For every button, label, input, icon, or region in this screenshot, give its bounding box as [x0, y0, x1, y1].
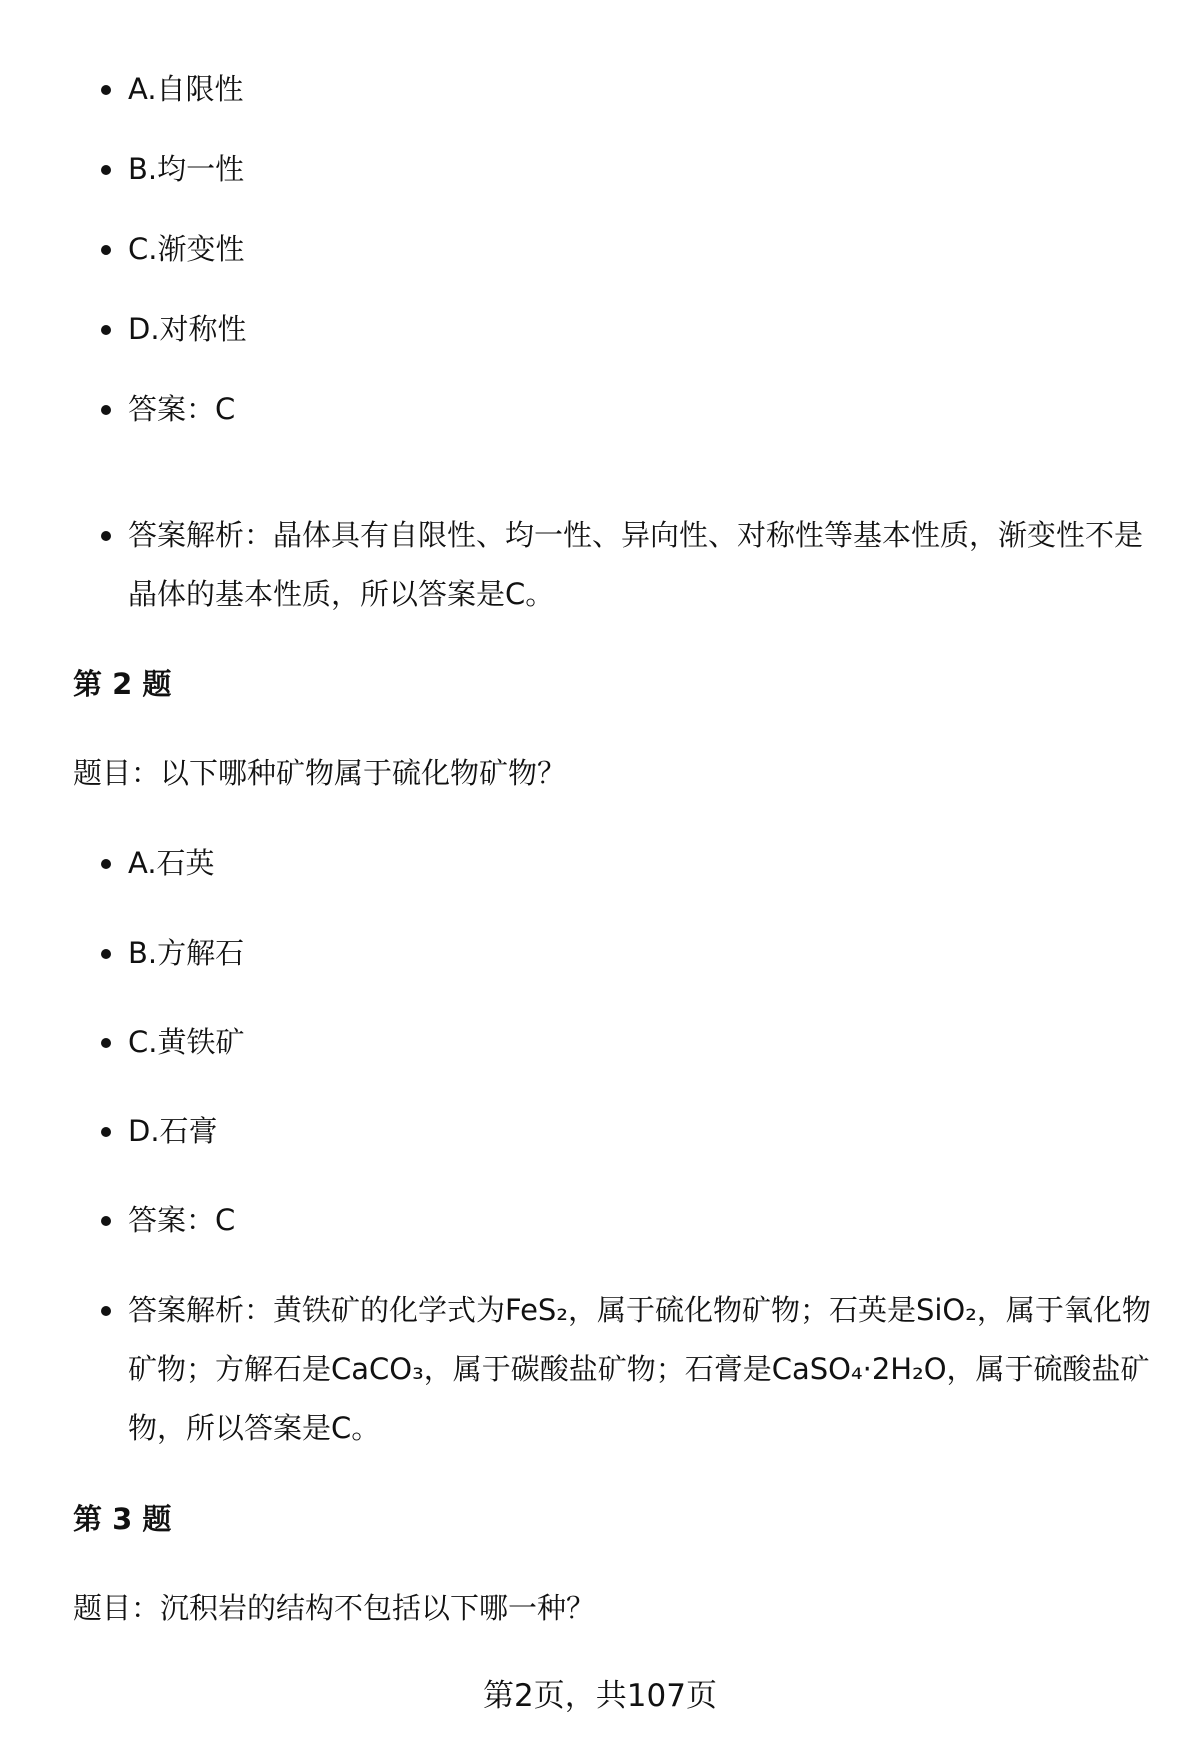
- q1-option-b: B.均一性: [128, 140, 1158, 199]
- question-3-heading: 第 3 题: [73, 1502, 172, 1536]
- q1-option-d: D.对称性: [128, 300, 1158, 359]
- q1-answer: 答案：C: [128, 380, 1158, 439]
- q2-option-b: B.方解石: [128, 924, 1158, 983]
- q2-option-d: D.石膏: [128, 1102, 1158, 1161]
- question-2-text: 题目：以下哪种矿物属于硫化物矿物？: [73, 756, 567, 790]
- q2-answer: 答案：C: [128, 1191, 1158, 1250]
- question-3-text: 题目：沉积岩的结构不包括以下哪一种？: [73, 1591, 596, 1625]
- q2-option-c: C.黄铁矿: [128, 1013, 1158, 1072]
- q1-option-a: A.自限性: [128, 60, 1158, 119]
- q1-option-c: C.渐变性: [128, 220, 1158, 279]
- q1-explanation: 答案解析：晶体具有自限性、均一性、异向性、对称性等基本性质，渐变性不是晶体的基本性质，所以答案是C。: [128, 506, 1158, 624]
- q2-explanation: 答案解析：黄铁矿的化学式为FeS₂，属于硫化物矿物；石英是SiO₂，属于氧化物矿物；方解石是CaCO₃，属于碳酸盐矿物；石膏是CaSO₄·2H₂O，属于硫酸盐矿物，所以答案是C。: [128, 1281, 1158, 1458]
- page-number: 第2页，共107页: [483, 1678, 717, 1714]
- question-2-heading: 第 2 题: [73, 667, 172, 701]
- q2-option-a: A.石英: [128, 834, 1158, 893]
